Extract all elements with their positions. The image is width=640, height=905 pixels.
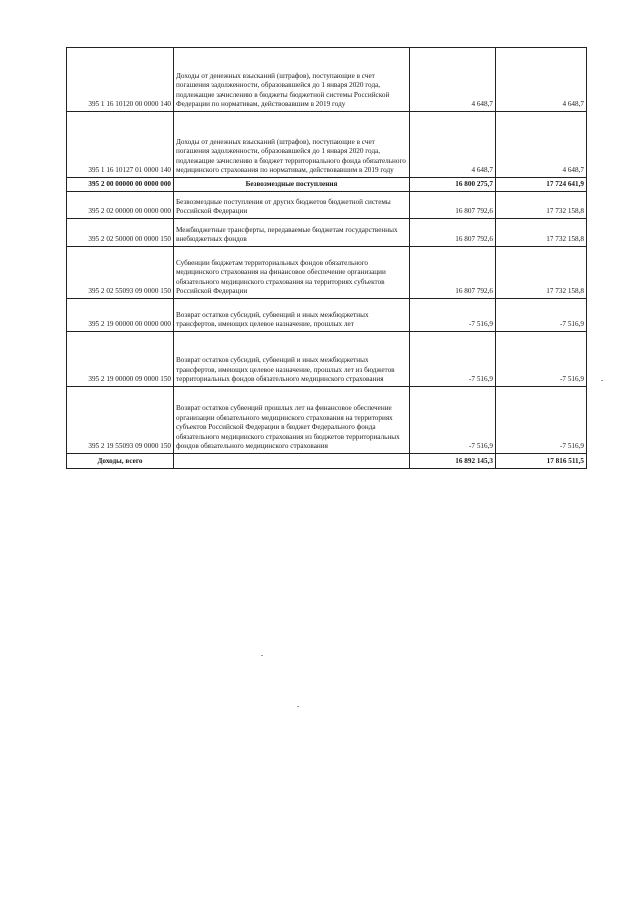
scan-speck [601, 380, 603, 381]
row-name: Субвенции бюджетам территориальных фондов обязательного медицинского страхования на финансовое обеспечение организации обязательного медицинского страхования на территориях субъектов Российской Федерации [174, 247, 410, 299]
row-value-year1: 16 807 792,6 [410, 247, 496, 299]
total-label: Доходы, всего [67, 454, 174, 469]
table-row [67, 192, 587, 219]
table-row [67, 387, 587, 454]
row-value-year1: -7 516,9 [410, 332, 496, 387]
table-row [67, 219, 587, 247]
table-row [67, 247, 587, 299]
row-code: 395 2 19 55093 09 0000 150 [67, 387, 174, 454]
revenue-table [66, 47, 587, 469]
row-value-year1: 4 648,7 [410, 112, 496, 178]
row-code: 395 1 16 10127 01 0000 140 [67, 112, 174, 178]
row-code: 395 2 02 00000 00 0000 000 [67, 192, 174, 219]
row-code: 395 2 19 00000 09 0000 150 [67, 332, 174, 387]
row-value-year2: 17 724 641,9 [496, 178, 587, 192]
row-value-year1: 16 800 275,7 [410, 178, 496, 192]
table-row [67, 332, 587, 387]
scan-speck [297, 706, 299, 707]
row-value-year2: -7 516,9 [496, 299, 587, 332]
table-row [67, 299, 587, 332]
row-code: 395 1 16 10120 00 0000 140 [67, 48, 174, 112]
row-code: 395 2 00 00000 00 0000 000 [67, 178, 174, 192]
row-value-year2: 4 648,7 [496, 48, 587, 112]
scan-speck [261, 655, 263, 656]
total-value-year1: 16 892 145,3 [410, 454, 496, 469]
row-value-year2: 17 732 158,8 [496, 247, 587, 299]
row-value-year1: 16 807 792,6 [410, 219, 496, 247]
row-value-year2: 17 732 158,8 [496, 192, 587, 219]
row-code: 395 2 02 55093 09 0000 150 [67, 247, 174, 299]
total-empty-cell [174, 454, 410, 469]
row-code: 395 2 19 00000 00 0000 000 [67, 299, 174, 332]
table-row [67, 48, 587, 112]
row-value-year2: 4 648,7 [496, 112, 587, 178]
row-name: Доходы от денежных взысканий (штрафов), поступающие в счет погашения задолженности, образовавшейся до 1 января 2020 года, подлежащие зачислению в бюджет территориального фонда обязательного медицинского страхования по нормативам, действовавшим в 2019 году [174, 112, 410, 178]
row-name: Межбюджетные трансферты, передаваемые бюджетам государственных внебюджетных фондов [174, 219, 410, 247]
row-name: Возврат остатков субвенций прошлых лет на финансовое обеспечение организации обязательного медицинского страхования на территориях субъектов Российской Федерации в бюджет Федерального фонда обязательного медицинского страхования из бюджетов территориальных фондов обязательного медицинского страхования [174, 387, 410, 454]
row-value-year1: 4 648,7 [410, 48, 496, 112]
row-name: Доходы от денежных взысканий (штрафов), поступающие в счет погашения задолженности, образовавшейся до 1 января 2020 года, подлежащие зачислению в бюджеты бюджетной системы Российской Федерации по нормативам, действовавшим в 2019 году [174, 48, 410, 112]
table-row [67, 178, 587, 192]
total-row [67, 454, 587, 469]
row-name: Возврат остатков субсидий, субвенций и иных межбюджетных трансфертов, имеющих целевое назначение, прошлых лет из бюджетов территориальных фондов обязательного медицинского страхования [174, 332, 410, 387]
row-name: Возврат остатков субсидий, субвенций и иных межбюджетных трансфертов, имеющих целевое назначение, прошлых лет [174, 299, 410, 332]
row-value-year1: 16 807 792,6 [410, 192, 496, 219]
row-name: Безвозмездные поступления от других бюджетов бюджетной системы Российской Федерации [174, 192, 410, 219]
row-value-year2: 17 732 158,8 [496, 219, 587, 247]
table-row [67, 112, 587, 178]
row-code: 395 2 02 50000 00 0000 150 [67, 219, 174, 247]
total-value-year2: 17 816 511,5 [496, 454, 587, 469]
row-value-year2: -7 516,9 [496, 387, 587, 454]
row-value-year2: -7 516,9 [496, 332, 587, 387]
row-value-year1: -7 516,9 [410, 387, 496, 454]
row-value-year1: -7 516,9 [410, 299, 496, 332]
row-name: Безвозмездные поступления [174, 178, 410, 192]
